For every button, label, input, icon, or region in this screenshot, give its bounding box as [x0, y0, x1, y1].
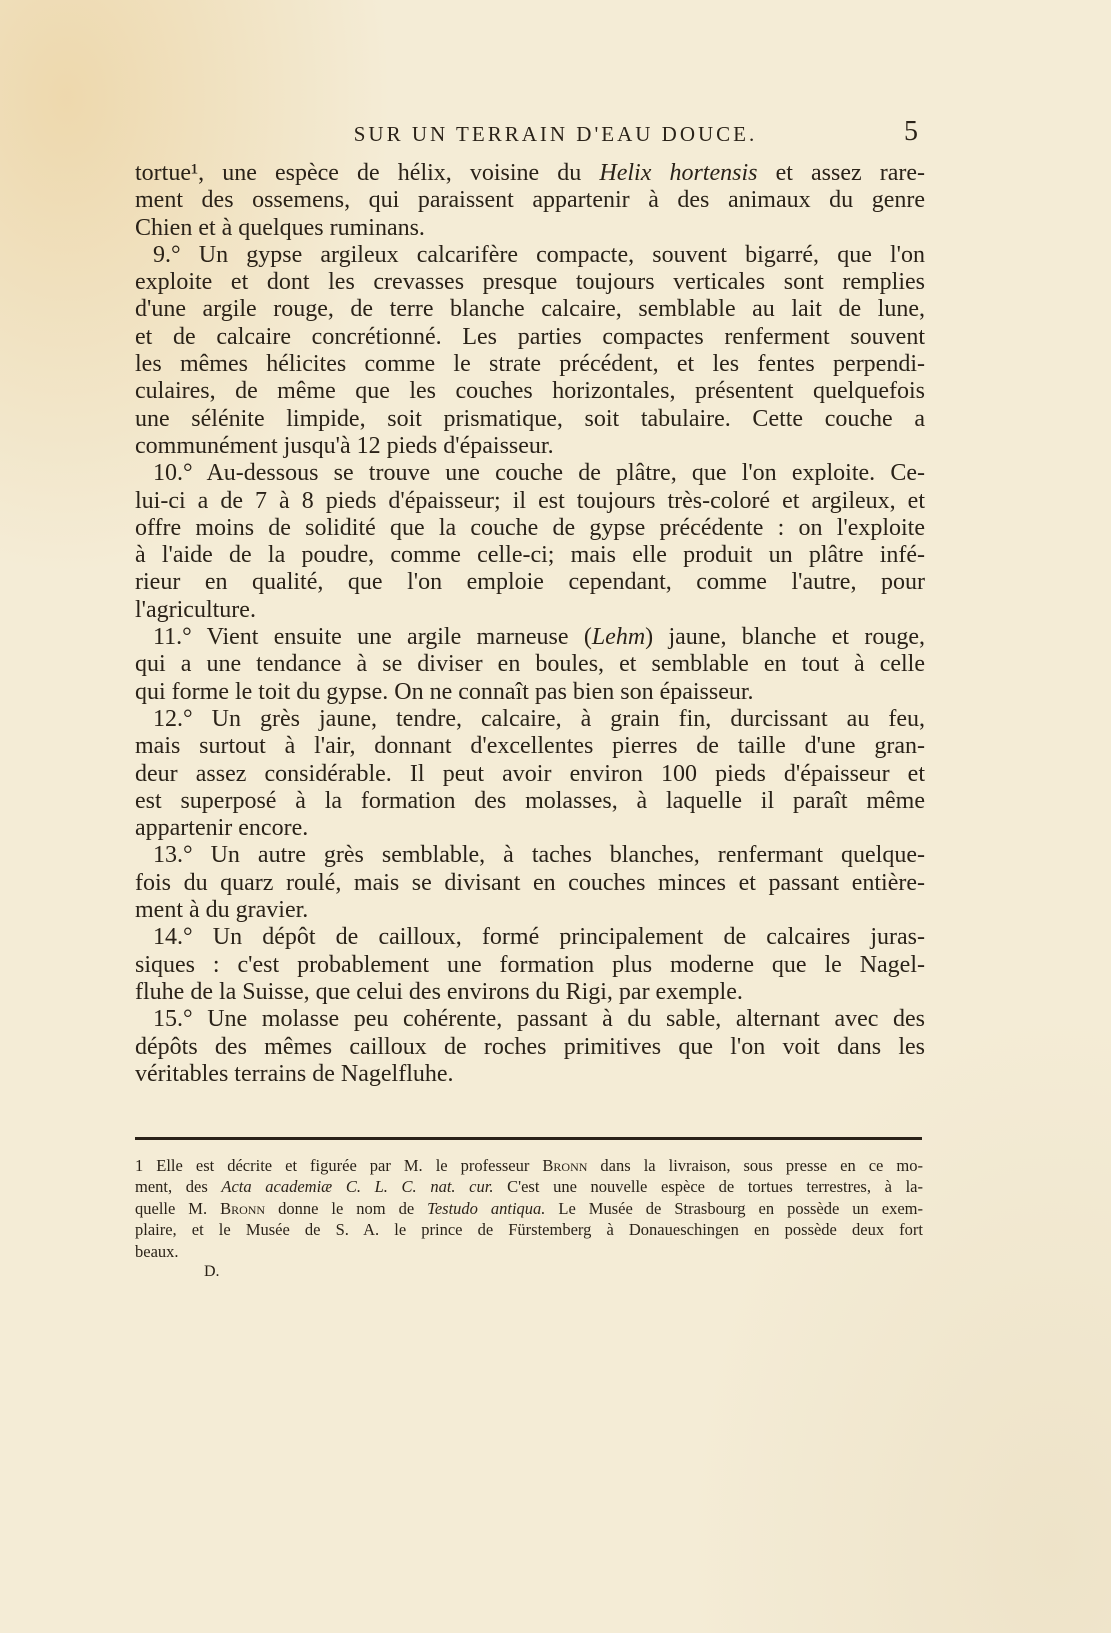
author-name: Bronn	[220, 1198, 266, 1218]
text-line: 9.° Un gypse argileux calcarifère compacte, souvent bigarré, que l'on	[153, 241, 925, 268]
running-header: SUR UN TERRAIN D'EAU DOUCE.	[353, 122, 758, 146]
text-line: exploite et dont les crevasses presque toujours verticales sont remplies	[135, 269, 925, 296]
body-text	[135, 160, 925, 1088]
text-line: dépôts des mêmes cailloux de roches primitives que l'on voit dans les	[135, 1033, 925, 1060]
journal-title: Acta academiæ C. L. C. nat. cur.	[221, 1177, 494, 1197]
italic-term: Lehm	[591, 624, 646, 651]
text-line: lui-ci a de 7 à 8 pieds d'épaisseur; il est toujours très-coloré et argileux, et	[135, 487, 925, 514]
page-number: 5	[904, 116, 918, 147]
text-line: 12.° Un grès jaune, tendre, calcaire, à grain fin, durcissant au feu,	[153, 705, 925, 732]
footnote-line: plaire, et le Musée de S. A. le prince de Fürstemberg à Donaueschingen en possède deux fort	[135, 1220, 923, 1240]
text-line: fois du quarz roulé, mais se divisant en couches minces et passant entière-	[135, 869, 925, 896]
text-line: 10.° Au-dessous se trouve une couche de plâtre, que l'on exploite. Ce-	[153, 460, 925, 487]
text-line: siques : c'est probablement une formation plus moderne que le Nagel-	[135, 951, 925, 978]
text-line: qui a une tendance à se diviser en boules, et semblable en tout à celle	[135, 651, 925, 678]
text-line: l'agriculture.	[135, 596, 256, 623]
text-line: 14.° Un dépôt de cailloux, formé principalement de calcaires juras-	[153, 924, 925, 951]
text-line: à l'aide de la poudre, comme celle-ci; mais elle produit un plâtre infé-	[135, 542, 925, 569]
text-line: d'une argile rouge, de terre blanche calcaire, semblable au lait de lune,	[135, 296, 925, 323]
text-line: une sélénite limpide, soit prismatique, soit tabulaire. Cette couche a	[135, 405, 925, 432]
text-line: véritables terrains de Nagelfluhe.	[135, 1060, 454, 1087]
text-line: ment des ossemens, qui paraissent appartenir à des animaux du genre	[135, 187, 925, 214]
signature: D.	[204, 1263, 220, 1280]
text-line: et de calcaire concrétionné. Les parties compactes renferment souvent	[135, 323, 925, 350]
footnote-divider	[135, 1137, 922, 1140]
author-name: Bronn	[542, 1156, 588, 1175]
text-line: qui forme le toit du gypse. On ne connaît pas bien son épaisseur.	[135, 678, 754, 705]
text-line: deur assez considérable. Il peut avoir environ 100 pieds d'épaisseur et	[135, 760, 925, 787]
text-line: offre moins de solidité que la couche de gypse précédente : on l'exploite	[135, 514, 925, 541]
text-line: ment à du gravier.	[135, 897, 309, 924]
text-line: est superposé à la formation des molasses, à laquelle il paraît même	[135, 787, 925, 814]
species-name: Testudo antiqua.	[427, 1198, 546, 1218]
text-line: mais surtout à l'air, donnant d'excellentes pierres de taille d'une gran-	[135, 733, 925, 760]
footnote-line: 1 Elle est décrite et figurée par M. le professeur Bronn dans la livraison, sous presse en ce mo-	[135, 1156, 923, 1175]
text-line: tortue¹, une espèce de hélix, voisine du Helix hortensis et assez rare-	[135, 160, 925, 186]
footnote-line: beaux.	[135, 1241, 179, 1261]
text-line: 15.° Une molasse peu cohérente, passant à du sable, alternant avec des	[153, 1006, 925, 1033]
italic-term: Helix hortensis	[599, 160, 758, 186]
text-line: fluhe de la Suisse, que celui des environs du Rigi, par exemple.	[135, 978, 743, 1005]
text-line: Chien et à quelques ruminans.	[135, 214, 425, 241]
text-line: culaires, de même que les couches horizontales, présentent quelquefois	[135, 378, 925, 405]
text-line: 13.° Un autre grès semblable, à taches blanches, renfermant quelque-	[153, 842, 925, 869]
text-line: 11.° Vient ensuite une argile marneuse (Lehm) jaune, blanche et rouge,	[153, 624, 925, 651]
footnote-line: quelle M. Bronn donne le nom de Testudo antiqua. Le Musée de Strasbourg en possède un exem-	[135, 1198, 923, 1218]
footnote-line: ment, des Acta academiæ C. L. C. nat. cur. C'est une nouvelle espèce de tortues terrestres, à la-	[135, 1177, 923, 1197]
text-line: rieur en qualité, que l'on emploie cependant, comme l'autre, pour	[135, 569, 925, 596]
text-line: appartenir encore.	[135, 815, 309, 842]
text-line: communément jusqu'à 12 pieds d'épaisseur.	[135, 432, 554, 459]
footnote	[135, 1155, 923, 1262]
text-line: les mêmes hélicites comme le strate précédent, et les fentes perpendi-	[135, 351, 925, 378]
